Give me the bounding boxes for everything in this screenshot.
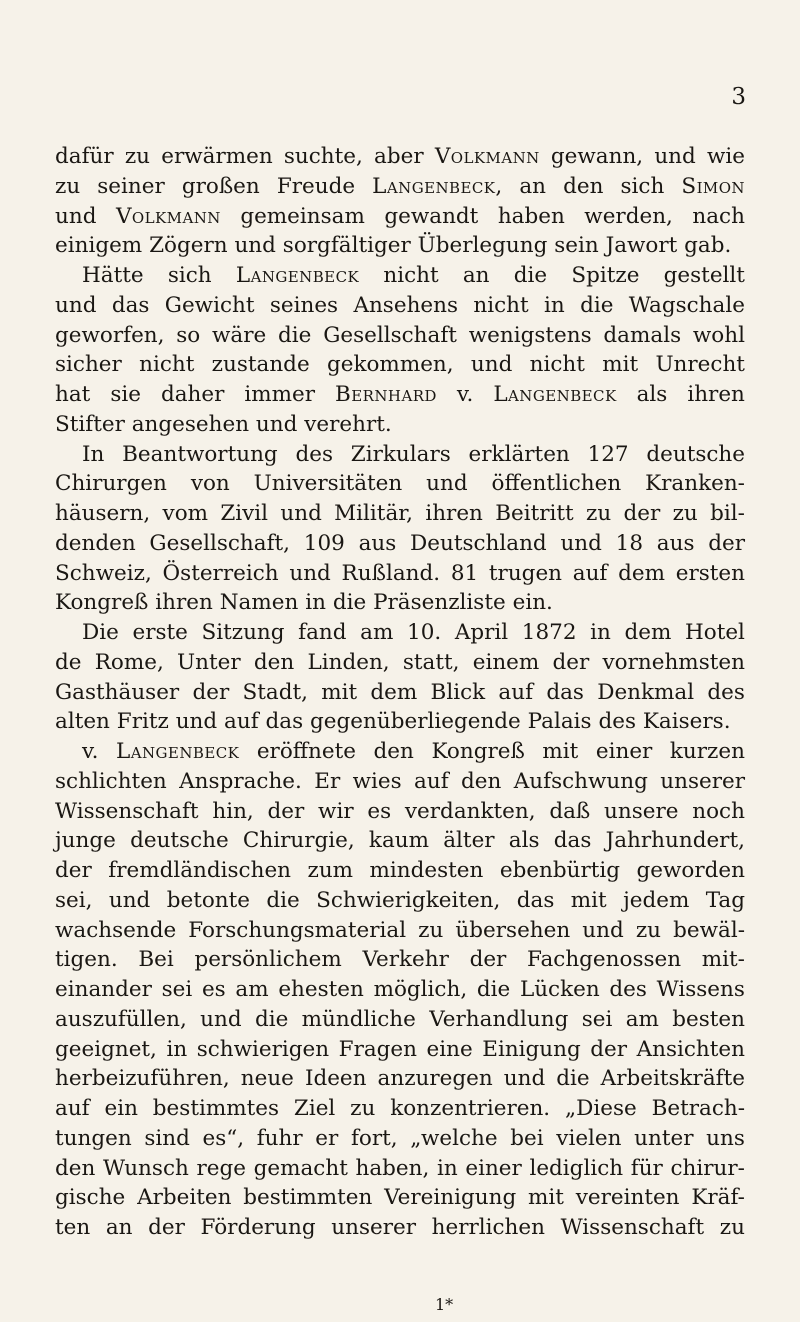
body-text bbox=[55, 142, 745, 1243]
text-line: Schweiz, Österreich und Rußland. 81 trugen auf dem ersten bbox=[55, 560, 745, 586]
text-line: Chirurgen von Universitäten und öffentlichen Kranken- bbox=[55, 471, 745, 497]
page-number: 3 bbox=[731, 84, 746, 110]
text-line: junge deutsche Chirurgie, kaum älter als das Jahrhundert, bbox=[55, 828, 745, 854]
text-line: Hätte sich Langenbeck nicht an die Spitze gestellt bbox=[82, 263, 745, 288]
text-line: In Beantwortung des Zirkulars erklärten 127 deutsche bbox=[82, 441, 745, 467]
text-line: dafür zu erwärmen suchte, aber Volkmann gewann, und wie bbox=[55, 144, 745, 169]
text-line: und das Gewicht seines Ansehens nicht in die Wagschale bbox=[55, 292, 745, 318]
text-line: tigen. Bei persönlichem Verkehr der Fachgenossen mit- bbox=[55, 947, 745, 973]
signature-mark: 1* bbox=[435, 1295, 454, 1314]
text-line: ten an der Förderung unserer herrlichen Wissenschaft zu bbox=[55, 1215, 745, 1240]
text-line: zu seiner großen Freude Langenbeck, an den sich Simon bbox=[55, 173, 745, 199]
text-line: schlichten Ansprache. Er wies auf den Aufschwung unserer bbox=[55, 768, 745, 794]
text-line: und Volkmann gemeinsam gewandt haben werden, nach bbox=[55, 203, 745, 229]
text-line: geeignet, in schwierigen Fragen eine Einigung der Ansichten bbox=[55, 1036, 745, 1062]
text-line: tungen sind es“, fuhr er fort, „welche bei vielen unter uns bbox=[55, 1125, 745, 1151]
text-line: häusern, vom Zivil und Militär, ihren Beitritt zu der zu bil- bbox=[55, 501, 745, 526]
text-line: Die erste Sitzung fand am 10. April 1872 in dem Hotel bbox=[82, 620, 745, 645]
text-line: Kongreß ihren Namen in die Präsenzliste ein. bbox=[55, 590, 553, 616]
text-line: auf ein bestimmtes Ziel zu konzentrieren. „Diese Betrach- bbox=[55, 1096, 745, 1121]
text-line: Stifter angesehen und verehrt. bbox=[55, 411, 392, 437]
text-line: einigem Zögern und sorgfältiger Überlegung sein Jawort gab. bbox=[55, 233, 732, 259]
text-line: einander sei es am ehesten möglich, die Lücken des Wissens bbox=[55, 977, 745, 1002]
text-line: wachsende Forschungsmaterial zu übersehen und zu bewäl- bbox=[55, 917, 745, 943]
text-line: der fremdländischen zum mindesten ebenbürtig geworden bbox=[55, 858, 745, 883]
text-line: hat sie daher immer Bernhard v. Langenbeck als ihren bbox=[55, 382, 745, 407]
text-line: Gasthäuser der Stadt, mit dem Blick auf das Denkmal des bbox=[55, 679, 745, 705]
text-line: de Rome, Unter den Linden, statt, einem der vornehmsten bbox=[55, 649, 745, 675]
text-line: sei, und betonte die Schwierigkeiten, das mit jedem Tag bbox=[55, 887, 745, 913]
text-line: sicher nicht zustande gekommen, und nicht mit Unrecht bbox=[55, 352, 745, 378]
text-line: Wissenschaft hin, der wir es verdankten, daß unsere noch bbox=[55, 798, 745, 824]
text-line: geworfen, so wäre die Gesellschaft wenigstens damals wohl bbox=[55, 322, 745, 348]
text-line: denden Gesellschaft, 109 aus Deutschland und 18 aus der bbox=[55, 530, 745, 556]
text-line: gische Arbeiten bestimmten Vereinigung mit vereinten Kräf- bbox=[55, 1185, 745, 1211]
text-line: auszufüllen, und die mündliche Verhandlung sei am besten bbox=[55, 1006, 745, 1032]
text-line: den Wunsch rege gemacht haben, in einer lediglich für chirur- bbox=[55, 1155, 745, 1181]
text-line: alten Fritz und auf das gegenüberliegende Palais des Kaisers. bbox=[55, 709, 731, 735]
text-line: v. Langenbeck eröffnete den Kongreß mit einer kurzen bbox=[82, 739, 745, 764]
text-line: herbeizuführen, neue Ideen anzuregen und die Arbeitskräfte bbox=[55, 1066, 745, 1092]
